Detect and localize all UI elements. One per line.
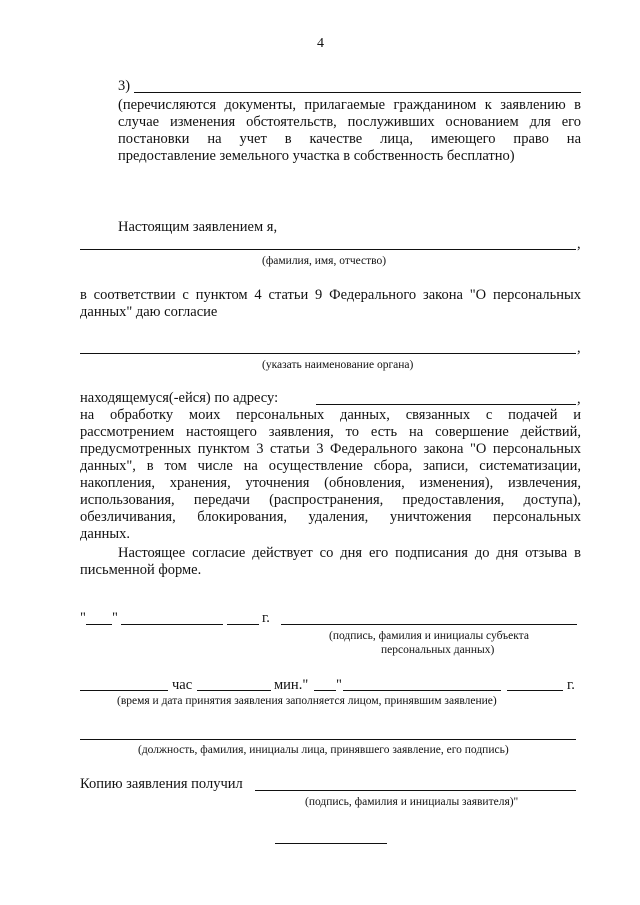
item3-line-1: (перечисляются документы, прилагаемые гражданином к заявлению в bbox=[118, 97, 581, 113]
date-year-field[interactable] bbox=[227, 624, 259, 625]
processing-line-2: рассмотрением настоящего заявления, то есть на совершение действий, bbox=[80, 424, 581, 440]
consent-line-2: данных" даю согласие bbox=[80, 304, 218, 320]
caption-time: (время и дата принятия заявления заполняется лицом, принявшим заявление) bbox=[117, 695, 497, 707]
time-hour-field[interactable] bbox=[80, 690, 168, 691]
date-day-field[interactable] bbox=[86, 624, 112, 625]
organ-comma: , bbox=[577, 340, 581, 356]
fio-field[interactable] bbox=[80, 249, 576, 250]
processing-line-7: обезличивания, блокирования, удаления, уничтожения персональных bbox=[80, 509, 581, 525]
page-number: 4 bbox=[317, 36, 324, 51]
item3-prefix: 3) bbox=[118, 78, 131, 94]
time-year-field[interactable] bbox=[507, 690, 563, 691]
processing-line-1: на обработку моих персональных данных, связанных с подачей и bbox=[80, 407, 581, 423]
caption-signature-1: (подпись, фамилия и инициалы субъекта bbox=[329, 630, 529, 642]
consent-line-1: в соответствии с пунктом 4 статьи 9 Федерального закона "О персональных bbox=[80, 287, 581, 303]
processing-line-6: использования, передачи (распространения, предоставления, доступа), bbox=[80, 492, 581, 508]
subject-signature-field[interactable] bbox=[281, 624, 577, 625]
closing-rule bbox=[275, 843, 387, 844]
date-month-field[interactable] bbox=[121, 624, 223, 625]
time-year-suffix: г. bbox=[567, 677, 575, 693]
date-quote-close: " bbox=[112, 610, 118, 626]
item3-line-2: случае изменения обстоятельств, послуживших основанием для его bbox=[118, 114, 581, 130]
address-comma: , bbox=[577, 391, 581, 407]
copy-received-label: Копию заявления получил bbox=[80, 776, 243, 792]
official-field[interactable] bbox=[80, 739, 576, 740]
fio-comma: , bbox=[577, 236, 581, 252]
item3-field[interactable] bbox=[134, 92, 581, 93]
applicant-signature-field[interactable] bbox=[255, 790, 576, 791]
processing-line-4: данных", в том числе на осуществление сбора, записи, систематизации, bbox=[80, 458, 581, 474]
caption-applicant: (подпись, фамилия и инициалы заявителя)" bbox=[305, 796, 519, 808]
time-hour-label: час bbox=[172, 677, 193, 693]
address-label: находящемуся(-ейся) по адресу: bbox=[80, 390, 279, 406]
caption-organ: (указать наименование органа) bbox=[262, 359, 414, 371]
time-month-field[interactable] bbox=[343, 690, 501, 691]
item3-line-4: предоставление земельного участка в собственность бесплатно) bbox=[118, 148, 515, 164]
time-min-field[interactable] bbox=[197, 690, 271, 691]
caption-fio: (фамилия, имя, отчество) bbox=[262, 255, 387, 267]
processing-line-5: накопления, хранения, уточнения (обновления, изменения), извлечения, bbox=[80, 475, 581, 491]
time-day-field[interactable] bbox=[314, 690, 336, 691]
address-field[interactable] bbox=[316, 404, 576, 405]
time-min-label: мин." bbox=[274, 677, 309, 693]
caption-official: (должность, фамилия, инициалы лица, принявшего заявление, его подпись) bbox=[138, 744, 509, 756]
date-quote-open: " bbox=[80, 610, 86, 626]
item3-line-3: постановки на учет в качестве лица, имеющего право на bbox=[118, 131, 581, 147]
processing-line-3: предусмотренных пунктом 3 статьи 3 Федерального закона "О персональных bbox=[80, 441, 581, 457]
validity-line-1: Настоящее согласие действует со дня его подписания до дня отзыва в bbox=[118, 545, 581, 561]
organ-field[interactable] bbox=[80, 353, 576, 354]
caption-signature-2: персональных данных) bbox=[381, 644, 495, 656]
time-quote: " bbox=[336, 677, 342, 693]
validity-line-2: письменной форме. bbox=[80, 562, 202, 578]
statement-intro: Настоящим заявлением я, bbox=[118, 219, 278, 235]
date-year-suffix: г. bbox=[262, 610, 270, 626]
processing-line-8: данных. bbox=[80, 526, 130, 542]
